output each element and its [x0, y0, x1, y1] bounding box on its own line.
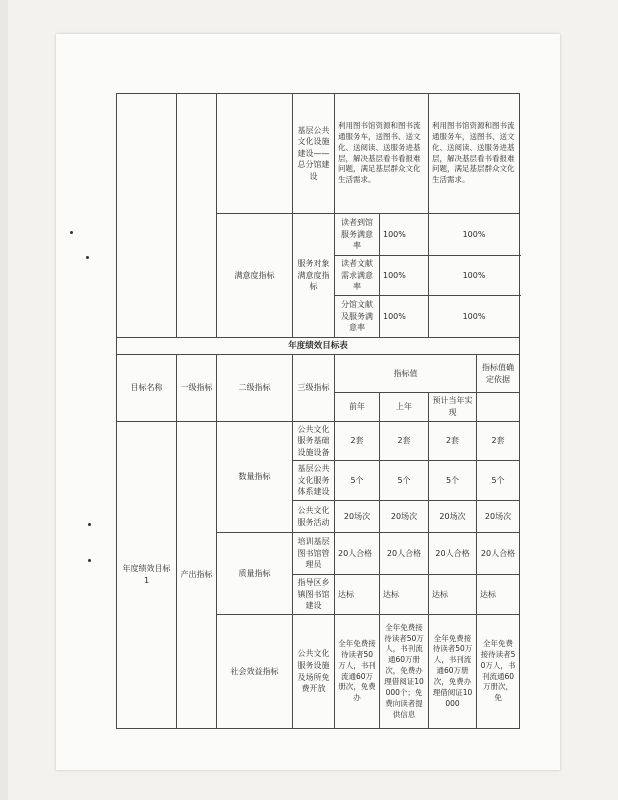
header-estimate: 预计当年实现: [429, 393, 477, 421]
header-level3: 三级指标: [293, 355, 335, 421]
section-title: 年度绩效目标表: [117, 338, 520, 355]
service-satisfaction-label: 服务对象满意度指标: [293, 214, 335, 338]
value-cell: 5个: [335, 461, 380, 501]
value-cell: 全年免费接待读者50万人，书刊流通60万册次，免费办: [335, 615, 380, 729]
blank-cell: [177, 94, 217, 338]
value-cell: 20人合格: [477, 533, 520, 575]
header-level2: 二级指标: [217, 355, 293, 421]
value-cell: 全年免费接待读者50万人，书刊流通60万册次，免: [477, 615, 520, 729]
indicator-value: 100%: [429, 214, 520, 256]
header-last-year: 上年: [380, 393, 429, 421]
value-cell: 20人合格: [335, 533, 380, 575]
third-level-indicator: 读者文献需求满意率: [335, 256, 380, 296]
third-level-indicator: 基层公共文化设施建设——总分馆建设: [293, 94, 335, 214]
scan-speck: [88, 523, 91, 526]
third-level-indicator: 公共文化服务活动: [293, 501, 335, 533]
value-cell: 达标: [477, 575, 520, 615]
third-level-indicator: 分馆文献及服务满意率: [335, 296, 380, 338]
value-cell: 全年免费接待读者50万人，书刊流通60万册次，免费办理借阅证10000个；免费向读者提供信息: [380, 615, 429, 729]
indicator-value: 100%: [429, 256, 520, 296]
blank-cell: [117, 94, 177, 338]
value-cell: 2套: [477, 421, 520, 461]
value-cell: 20场次: [335, 501, 380, 533]
third-level-indicator: 培训基层图书馆管理员: [293, 533, 335, 575]
third-level-indicator: 公共文化服务基础设施设备: [293, 421, 335, 461]
third-level-indicator: 基层公共文化服务体系建设: [293, 461, 335, 501]
blank-cell: [477, 393, 520, 421]
value-cell: 5个: [429, 461, 477, 501]
value-cell: 5个: [477, 461, 520, 501]
value-cell: 达标: [429, 575, 477, 615]
social-benefit-indicator-label: 社会效益指标: [217, 615, 293, 729]
header-goal-name: 目标名称: [117, 355, 177, 421]
value-cell: 2套: [380, 421, 429, 461]
header-prev-year: 前年: [335, 393, 380, 421]
indicator-value: 100%: [380, 256, 429, 296]
scan-speck: [86, 256, 89, 259]
third-level-indicator: 读者到馆服务满意率: [335, 214, 380, 256]
performance-table: [116, 93, 520, 729]
quality-indicator-label: 质量指标: [217, 533, 293, 615]
scan-speck: [70, 231, 73, 234]
quantity-indicator-label: 数量指标: [217, 421, 293, 533]
value-cell: 20场次: [477, 501, 520, 533]
value-cell: 20场次: [429, 501, 477, 533]
value-cell: 5个: [380, 461, 429, 501]
third-level-indicator: 指导区乡镇图书馆建设: [293, 575, 335, 615]
indicator-value: 利用图书馆资源和图书流通服务车，送图书、送文化、送阅读、送服务进基层，解决基层看书看报难问题，满足基层群众文化生活需求。: [429, 94, 520, 214]
output-indicator-label: 产出指标: [177, 421, 217, 729]
scan-speck: [88, 559, 91, 562]
value-cell: 20人合格: [429, 533, 477, 575]
value-cell: 2套: [335, 421, 380, 461]
value-cell: 达标: [335, 575, 380, 615]
satisfaction-indicator-label: 满意度指标: [217, 214, 293, 338]
indicator-value: 100%: [429, 296, 520, 338]
value-cell: 全年免费接待读者50万人，书刊流通60万册次，免费办理借阅证10000: [429, 615, 477, 729]
third-level-indicator: 公共文化服务设施及场所免费开放: [293, 615, 335, 729]
blank-cell: [217, 94, 293, 214]
scan-edge: [0, 0, 8, 800]
header-value: 指标值: [335, 355, 477, 393]
header-level1: 一级指标: [177, 355, 217, 421]
value-cell: 20场次: [380, 501, 429, 533]
indicator-value: 100%: [380, 296, 429, 338]
goal-name: 年度绩效目标1: [117, 421, 177, 729]
indicator-value: 利用图书馆资源和图书流通服务车，送图书、送文化、送阅读、送服务进基层，解决基层看书看报难问题，满足基层群众文化生活需求。: [335, 94, 429, 214]
header-basis: 指标值确定依据: [477, 355, 520, 393]
value-cell: 达标: [380, 575, 429, 615]
indicator-value: 100%: [380, 214, 429, 256]
value-cell: 2套: [429, 421, 477, 461]
value-cell: 20人合格: [380, 533, 429, 575]
